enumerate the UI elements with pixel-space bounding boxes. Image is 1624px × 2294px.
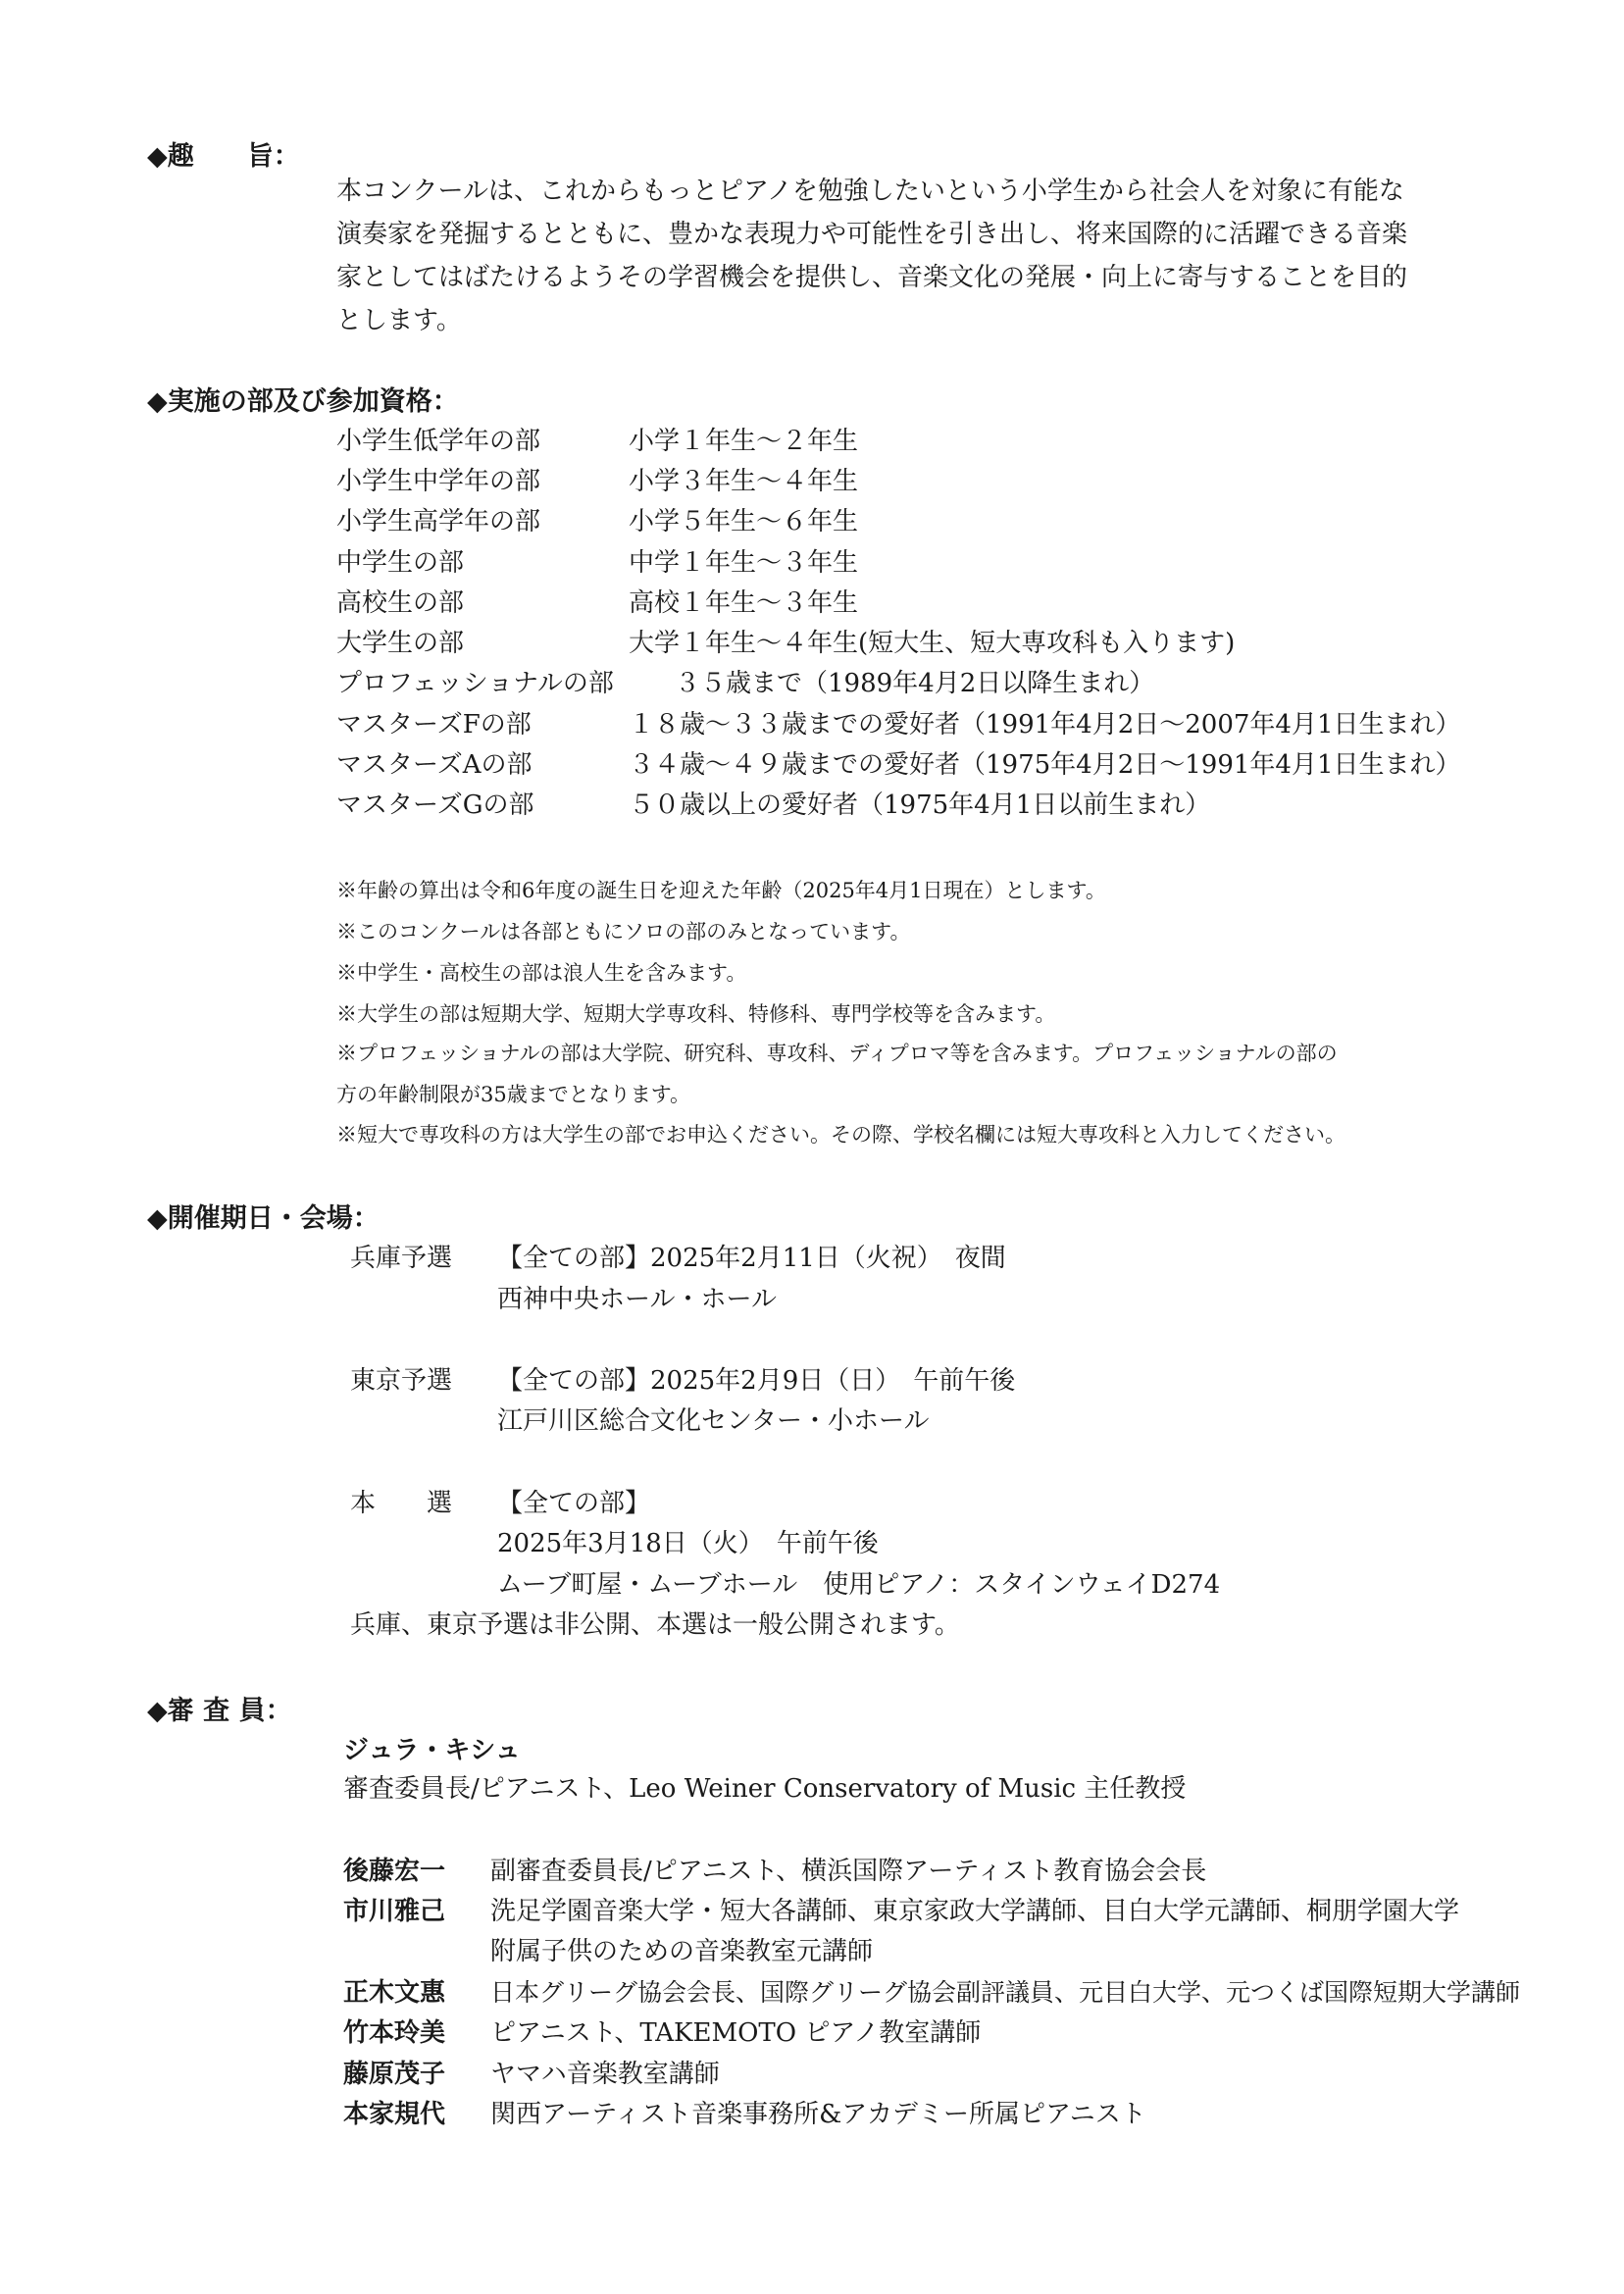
division-name: マスターズGの部 [336,790,534,820]
division-name: 小学生中学年の部 [336,467,541,496]
purpose-line: 本コンクールは、これからもっとピアノを勉強したいという小学生から社会人を対象に有能な [336,177,1404,206]
division-row [336,747,1461,783]
division-name: 小学生高学年の部 [336,507,541,536]
purpose-line: 演奏家を発掘するとともに、豊かな表現力や可能性を引き出し、将来国際的に活躍できる音楽 [336,220,1408,249]
judge-description: 洗足学園音楽大学・短大各講師、東京家政大学講師、目白大学元講師、桐朋学園大学 [490,1897,1460,1926]
hyogo-label: 兵庫予選 [350,1244,453,1273]
division-row [336,707,1461,742]
hyogo-venue: 西神中央ホール・ホール [497,1285,777,1314]
chair-name: ジュラ・キシュ [343,1736,521,1765]
division-qualification: 中学１年生～３年生 [629,548,859,578]
judge-description: 関西アーティスト音楽事務所&アカデミー所属ピアニスト [490,2100,1146,2129]
judge-description-continued: 附属子供のための音楽教室元講師 [490,1937,874,1966]
division-note: ※プロフェッショナルの部は大学院、研究科、専攻科、ディプロマ等を含みます。プロフェッショナルの部の [336,1042,1338,1065]
final-date: 2025年3月18日（火） 午前午後 [497,1529,879,1558]
judge-description: 日本グリーグ協会会長、国際グリーグ協会副評議員、元目白大学、元つくば国際短期大学講師 [490,1978,1521,2007]
division-name: マスターズFの部 [336,710,532,739]
division-row [336,626,1236,661]
final-divisions: 【全ての部】 [497,1489,651,1518]
division-qualification: ５０歳以上の愛好者（1975年4月1日以前生まれ） [629,790,1211,820]
divisions-heading: ◆実施の部及び参加資格： [147,386,459,417]
division-note: 方の年齢制限が35歳までとなります。 [336,1083,691,1106]
division-note: ※中学生・高校生の部は浪人生を含みます。 [336,961,747,985]
purpose-line: 家としてはばたけるようその学習機会を提供し、音楽文化の発展・向上に寄与することを目的 [336,263,1408,292]
division-name: プロフェッショナルの部 [336,669,614,698]
division-name: 中学生の部 [336,548,465,578]
division-note: ※短大で専攻科の方は大学生の部でお申込ください。その際、学校名欄には短大専攻科と入力してください。 [336,1123,1345,1147]
division-name: 小学生低学年の部 [336,427,541,456]
division-qualification: 小学３年生～４年生 [629,467,859,496]
division-row [336,545,859,581]
division-row [336,464,859,499]
division-qualification: ３４歳～４９歳までの愛好者（1975年4月2日～1991年4月1日生まれ） [629,750,1461,780]
judge-name: 正木文惠 [343,1978,446,2008]
judge-name: 本家規代 [343,2100,446,2129]
division-note: ※年齢の算出は令和6年度の誕生日を迎えた年齢（2025年4月1日現在）とします。 [336,879,1106,902]
schedule-heading: ◆開催期日・会場： [147,1203,380,1234]
judge-description: ヤマハ音楽教室講師 [490,2060,720,2089]
judge-name: 竹本玲美 [343,2018,446,2048]
final-label: 本 選 [350,1489,453,1518]
chair-description: 審査委員長/ピアニスト、Leo Weiner Conservatory of Music 主任教授 [343,1774,1187,1804]
purpose-text [336,170,1552,342]
division-name: 大学生の部 [336,629,465,658]
division-note: ※このコンクールは各部ともにソロの部のみとなっています。 [336,920,911,943]
division-row [336,586,859,621]
hyogo-date: 【全ての部】2025年2月11日（火祝） 夜間 [497,1244,1006,1273]
judge-name: 市川雅己 [343,1897,446,1926]
division-qualification: 大学１年生～４年生(短大生、短大専攻科も入ります) [629,629,1236,658]
judge-description: ピアニスト、TAKEMOTO ピアノ教室講師 [490,2018,982,2048]
division-qualification: １８歳～３３歳までの愛好者（1991年4月2日～2007年4月1日生まれ） [629,710,1461,739]
judge-description: 副審査委員長/ピアニスト、横浜国際アーティスト教育協会会長 [490,1857,1207,1886]
tokyo-venue: 江戸川区総合文化センター・小ホール [497,1406,930,1436]
division-qualification: 小学１年生～２年生 [629,427,859,456]
schedule-note: 兵庫、東京予選は非公開、本選は一般公開されます。 [350,1610,960,1640]
division-note: ※大学生の部は短期大学、短期大学専攻科、特修科、専門学校等を含みます。 [336,1002,1056,1026]
purpose-heading: ◆趣 旨： [147,141,300,172]
judges-heading: ◆審 査 員： [147,1696,292,1726]
division-name: 高校生の部 [336,588,465,618]
division-row [336,788,1211,823]
division-qualification: 小学５年生～６年生 [629,507,859,536]
tokyo-label: 東京予選 [350,1366,453,1396]
tokyo-date: 【全ての部】2025年2月9日（日） 午前午後 [497,1366,1016,1396]
division-qualification: ３５歳まで（1989年4月2日以降生まれ） [675,669,1155,698]
judge-name: 後藤宏一 [343,1857,446,1886]
judge-name: 藤原茂子 [343,2060,446,2089]
division-row [336,424,859,459]
division-row [336,504,859,539]
division-qualification: 高校１年生～３年生 [629,588,859,618]
division-name: マスターズAの部 [336,750,533,780]
division-row [336,666,1155,701]
final-venue: ムーブ町屋・ムーブホール 使用ピアノ：スタインウェイD274 [497,1570,1221,1600]
purpose-line: とします。 [336,306,462,335]
